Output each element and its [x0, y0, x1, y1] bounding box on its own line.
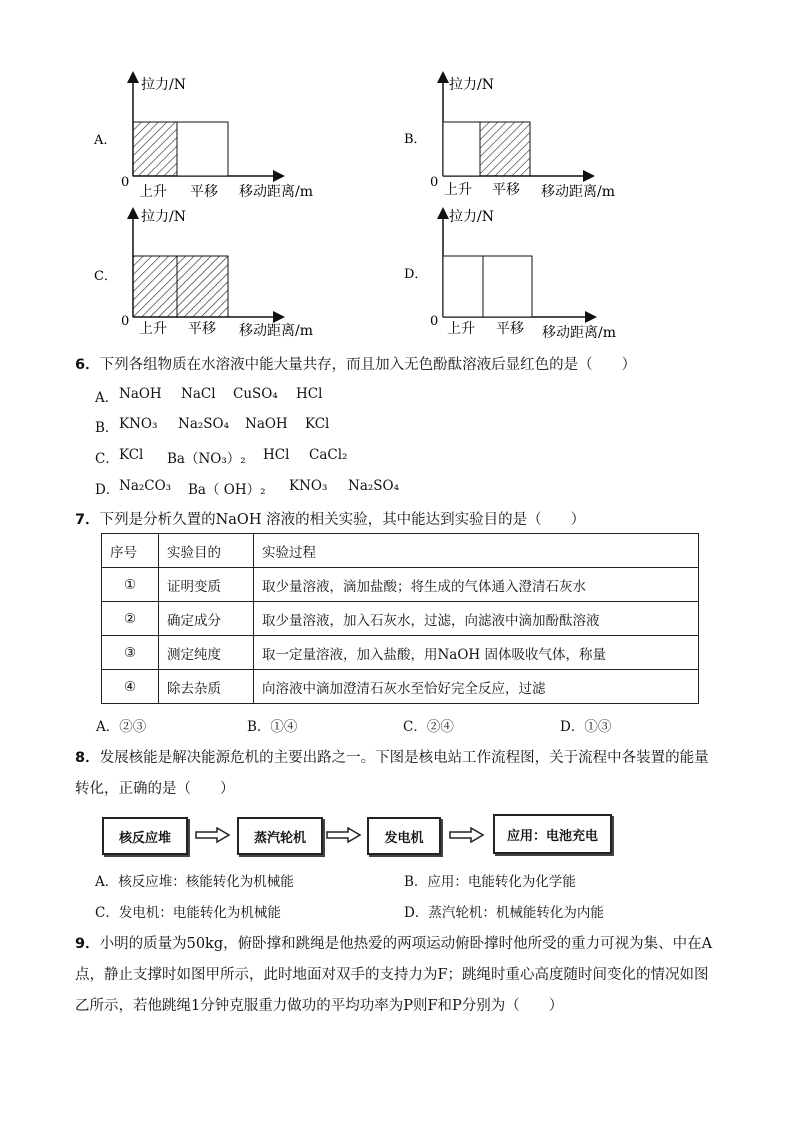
formula: KNO₃: [119, 416, 158, 432]
option-letter: C．: [95, 451, 119, 467]
origin-label: 0: [121, 175, 130, 190]
q6-option-c[interactable]: [95, 447, 348, 467]
question-number: 8．: [75, 750, 100, 766]
table-cell: ④: [102, 670, 159, 704]
flow-box-reactor: 核反应堆: [102, 817, 188, 855]
option-letter: D．: [560, 719, 585, 735]
table-header: 序号: [102, 534, 159, 568]
table-cell: ②: [102, 602, 159, 636]
x-label-move: 平移: [190, 184, 218, 200]
flow-arrow-icon: [326, 827, 362, 843]
bar-up: [443, 122, 480, 176]
bar-up: [133, 122, 177, 176]
question-text: 下列是分析久置的NaOH 溶液的相关实验，其中能达到实验目的是（ ）: [99, 512, 586, 528]
graph-b[interactable]: [404, 74, 615, 200]
flow-box-application: 应用：电池充电: [493, 814, 612, 854]
table-header: 实验过程: [254, 534, 699, 568]
table-row: [102, 602, 699, 636]
x-axis-label: 移动距离/m: [542, 325, 616, 341]
q6-option-d[interactable]: [95, 478, 400, 498]
table-cell: 确定成分: [159, 602, 254, 636]
option-text: 蒸汽轮机：机械能转化为内能: [428, 905, 604, 921]
option-text: ②③: [119, 719, 147, 735]
y-axis-label: 拉力/N: [449, 209, 494, 225]
table-row: [102, 670, 699, 704]
q7-option-a[interactable]: [96, 715, 146, 735]
option-letter: A．: [95, 874, 119, 890]
formula: Ba（NO₃）₂: [167, 451, 246, 467]
origin-label: 0: [430, 314, 439, 329]
question-9-line3: 乙所示，若他跳绳1分钟克服重力做功的平均功率为P则F和P分别为（ ）: [75, 998, 564, 1014]
option-text: ①③: [584, 719, 612, 735]
x-axis-label: 移动距离/m: [541, 184, 615, 200]
flow-arrow-icon: [449, 827, 485, 843]
formula: CaCl₂: [309, 447, 348, 463]
option-text: 应用：电能转化为化学能: [427, 874, 576, 890]
graph-a[interactable]: [93, 74, 313, 200]
formula: NaCl: [181, 386, 216, 402]
option-letter: B．: [404, 874, 428, 890]
question-8-stem-line1: [75, 746, 709, 767]
bar-move: [480, 122, 530, 176]
formula: HCl: [263, 447, 290, 463]
x-label-move: 平移: [496, 321, 524, 337]
table-header: 实验目的: [159, 534, 254, 568]
flow-arrow-icon: [195, 827, 231, 843]
bar-move: [483, 256, 532, 317]
question-number: 7．: [75, 512, 100, 528]
bar-move: [177, 256, 228, 317]
question-number: 9．: [75, 936, 100, 952]
question-9-line1: [75, 932, 712, 953]
table-row: [102, 568, 699, 602]
question-number: 6．: [75, 357, 100, 373]
x-axis-label: 移动距离/m: [239, 323, 313, 339]
table-cell: 取少量溶液，滴加盐酸；将生成的气体通入澄清石灰水: [254, 568, 699, 602]
flow-box-generator: 发电机: [367, 817, 441, 855]
origin-label: 0: [121, 314, 130, 329]
graph-d[interactable]: [404, 208, 616, 341]
option-letter: B．: [95, 420, 119, 436]
q8-option-b[interactable]: [404, 870, 576, 890]
table-cell: 取少量溶液，加入石灰水，过滤，向滤液中滴加酚酞溶液: [254, 602, 699, 636]
q8-option-d[interactable]: [404, 901, 604, 921]
question-text: 下列各组物质在水溶液中能大量共存，而且加入无色酚酞溶液后显红色的是（ ）: [99, 357, 637, 373]
question-6-stem: [75, 353, 636, 374]
q7-option-d[interactable]: [560, 715, 611, 735]
x-label-up: 上升: [447, 321, 475, 337]
option-letter: D．: [404, 905, 429, 921]
option-text: 发电机：电能转化为机械能: [118, 905, 281, 921]
formula: KCl: [119, 447, 144, 463]
x-label-up: 上升: [139, 184, 167, 200]
option-letter: C．: [403, 719, 427, 735]
q7-option-c[interactable]: [403, 715, 454, 735]
q8-option-c[interactable]: [95, 901, 281, 921]
y-axis-label: 拉力/N: [141, 77, 186, 93]
flow-box-turbine: 蒸汽轮机: [237, 817, 323, 855]
graph-letter: D．: [404, 267, 428, 282]
formula: Na₂CO₃: [119, 478, 172, 494]
q8-option-a[interactable]: [95, 870, 294, 890]
x-label-move: 平移: [492, 182, 520, 198]
table-row: [102, 636, 699, 670]
origin-label: 0: [430, 175, 439, 190]
graph-letter: C．: [94, 269, 117, 284]
bar-up: [443, 256, 483, 317]
question-text: 小明的质量为50kg，俯卧撑和跳绳是他热爱的两项运动俯卧撑时他所受的重力可视为集、中在A: [99, 936, 713, 952]
x-label-up: 上升: [444, 182, 472, 198]
question-7-stem: [75, 508, 585, 529]
question-8-stem-line2: 转化，正确的是（ ）: [75, 781, 235, 797]
table-cell: ③: [102, 636, 159, 670]
formula: KNO₃: [289, 478, 328, 494]
q6-option-b[interactable]: [95, 416, 330, 436]
option-letter: A．: [96, 719, 120, 735]
experiment-table: [101, 533, 699, 704]
table-cell: 除去杂质: [159, 670, 254, 704]
formula: KCl: [305, 416, 330, 432]
x-label-up: 上升: [139, 321, 167, 337]
force-distance-graphs: [0, 0, 794, 345]
table-cell: 取一定量溶液，加入盐酸，用NaOH 固体吸收气体，称量: [254, 636, 699, 670]
option-text: ①④: [270, 719, 298, 735]
x-axis-label: 移动距离/m: [239, 184, 313, 200]
formula: NaOH: [119, 386, 162, 402]
formula: HCl: [296, 386, 323, 402]
formula: CuSO₄: [233, 386, 278, 402]
formula: Ba（ OH）₂: [188, 482, 266, 498]
table-cell: 证明变质: [159, 568, 254, 602]
graph-letter: B．: [404, 132, 427, 147]
question-9-line2: 点，静止支撑时如图甲所示，此时地面对双手的支持力为F；跳绳时重心高度随时间变化的情况如图: [75, 967, 709, 983]
table-cell: 测定纯度: [159, 636, 254, 670]
option-letter: A．: [95, 390, 119, 406]
option-letter: C．: [95, 905, 119, 921]
formula: Na₂SO₄: [178, 416, 230, 432]
table-cell: 向溶液中滴加澄清石灰水至恰好完全反应，过滤: [254, 670, 699, 704]
question-text: 发展核能是解决能源危机的主要出路之一。下图是核电站工作流程图，关于流程中各装置的能量: [99, 750, 709, 766]
bar-move: [177, 122, 228, 176]
graph-c[interactable]: [94, 208, 313, 339]
option-text: 核反应堆：核能转化为机械能: [118, 874, 294, 890]
q6-option-a[interactable]: [95, 386, 323, 406]
y-axis-label: 拉力/N: [141, 209, 186, 225]
table-cell: ①: [102, 568, 159, 602]
formula: NaOH: [245, 416, 288, 432]
bar-up: [133, 256, 177, 317]
table-header-row: [102, 534, 699, 568]
option-text: ②④: [426, 719, 454, 735]
option-letter: D．: [95, 482, 120, 498]
q7-option-b[interactable]: [247, 715, 297, 735]
x-label-move: 平移: [188, 321, 216, 337]
y-axis-label: 拉力/N: [449, 77, 494, 93]
option-letter: B．: [247, 719, 271, 735]
formula: Na₂SO₄: [348, 478, 400, 494]
graph-letter: A.: [94, 133, 108, 148]
